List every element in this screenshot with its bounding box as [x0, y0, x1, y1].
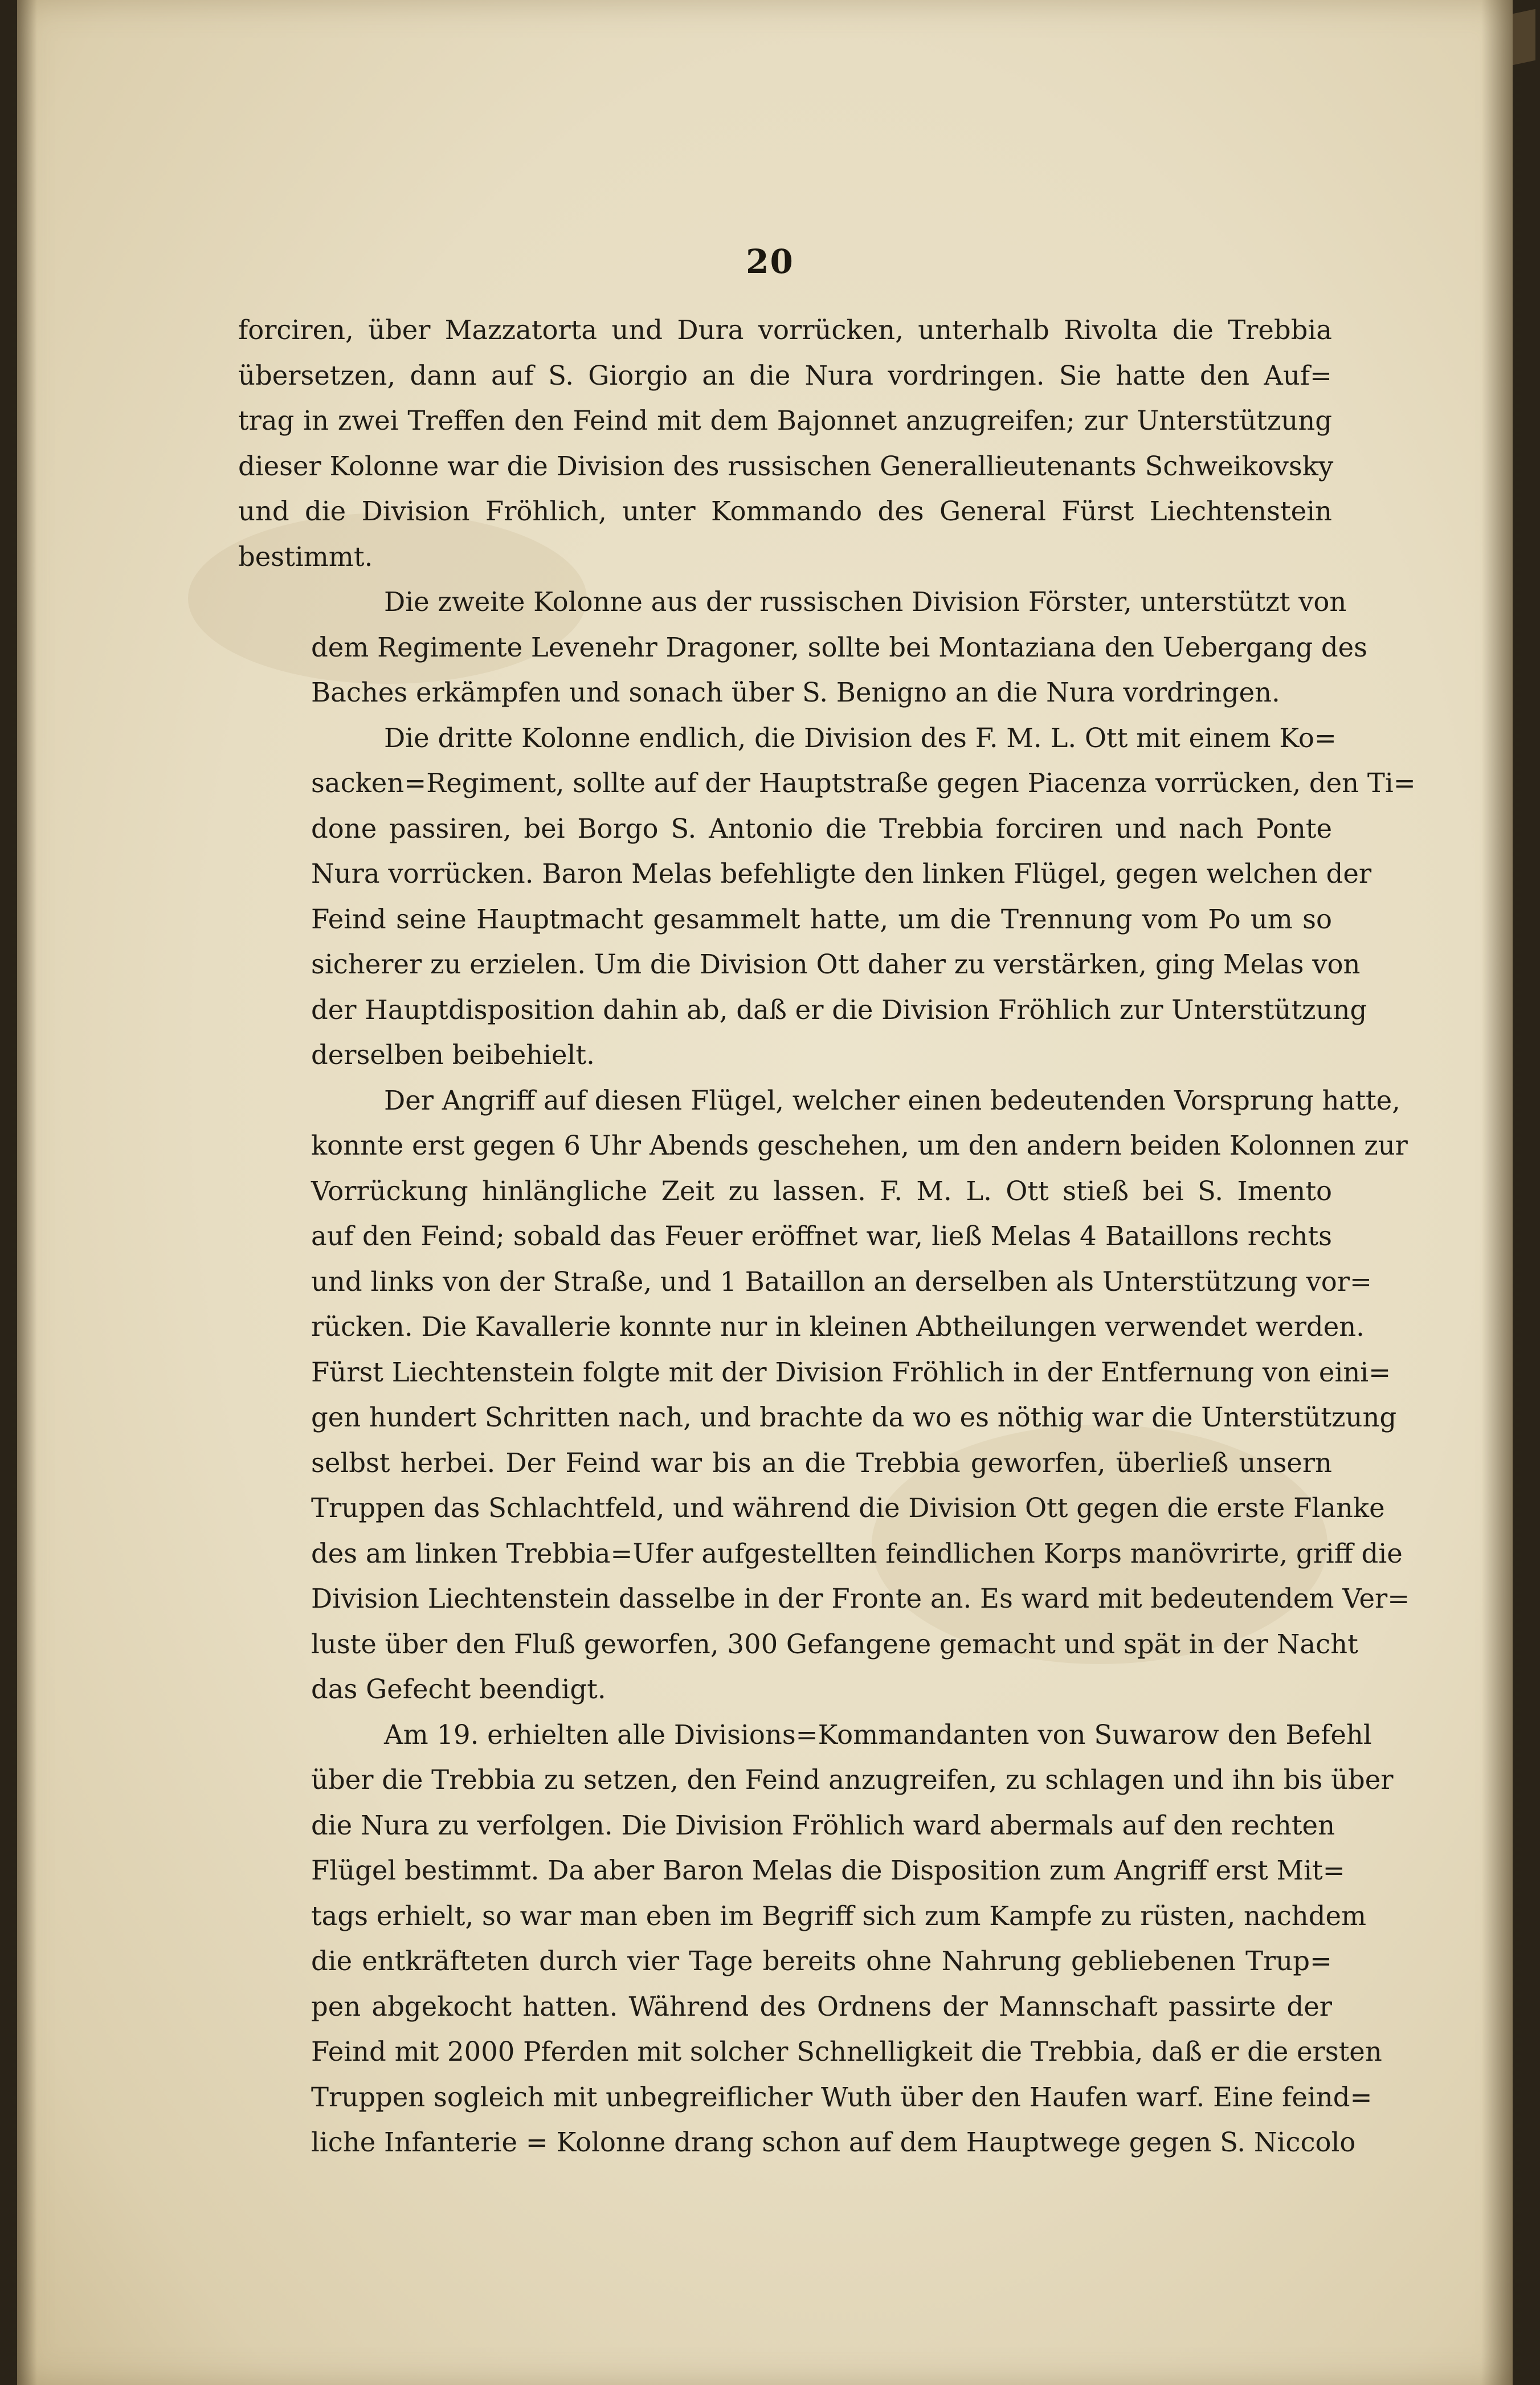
text-line: sicherer zu erzielen. Um die Division Ott daher zu verstärken, ging Melas von: [311, 949, 1361, 980]
paragraph: [238, 308, 1332, 580]
text-line: Truppen sogleich mit unbegreiflicher Wuth über den Haufen warf. Eine feind=: [311, 2081, 1372, 2113]
text-line: forciren, über Mazzatorta und Dura vorrücken, unterhalb Rivolta die Trebbia: [238, 315, 1332, 345]
page-text-body: [238, 308, 1416, 2166]
text-line: Feind seine Hauptmacht gesammelt hatte, um die Trennung vom Po um so: [311, 903, 1332, 935]
text-line: derselben beibehielt.: [311, 1039, 595, 1070]
text-line: dieser Kolonne war die Division des russischen Generallieutenants Schweikovsky: [238, 450, 1334, 482]
text-line: sacken=Regiment, sollte auf der Hauptstraße gegen Piacenza vorrücken, den Ti=: [311, 768, 1416, 798]
paragraph: [238, 716, 1416, 1078]
paragraph: [238, 1713, 1394, 2166]
text-line: die entkräfteten durch vier Tage bereits ohne Nahrung gebliebenen Trup=: [311, 1946, 1332, 1976]
text-line: done passiren, bei Borgo S. Antonio die Trebbia forciren und nach Ponte: [311, 813, 1332, 844]
page-corner-mark: [1513, 9, 1535, 66]
text-line: Baches erkämpfen und sonach über S. Benigno an die Nura vordringen.: [311, 677, 1280, 708]
text-line: und die Division Fröhlich, unter Kommando des General Fürst Liechtenstein: [238, 496, 1332, 527]
text-line: Fürst Liechtenstein folgte mit der Division Fröhlich in der Entfernung von eini=: [311, 1356, 1391, 1388]
text-line: auf den Feind; sobald das Feuer eröffnet war, ließ Melas 4 Bataillons rechts: [311, 1221, 1332, 1251]
text-line: selbst herbei. Der Feind war bis an die Trebbia geworfen, überließ unsern: [311, 1447, 1332, 1478]
text-line: Nura vorrücken. Baron Melas befehligte den linken Flügel, gegen welchen der: [311, 858, 1372, 889]
text-line: des am linken Trebbia=Ufer aufgestellten feindlichen Korps manövrirte, griff die: [311, 1538, 1403, 1569]
text-line: Feind mit 2000 Pferden mit solcher Schnelligkeit die Trebbia, daß er die ersten: [311, 2036, 1382, 2067]
page-number: 20: [746, 242, 794, 281]
text-line: tags erhielt, so war man eben im Begriff sich zum Kampfe zu rüsten, nachdem: [311, 1900, 1367, 1931]
text-line: Truppen das Schlachtfeld, und während die Division Ott gegen die erste Flanke: [311, 1493, 1385, 1523]
text-line: konnte erst gegen 6 Uhr Abends geschehen, um den andern beiden Kolonnen zur: [311, 1130, 1408, 1161]
text-line: bestimmt.: [238, 541, 373, 572]
text-line: dem Regimente Levenehr Dragoner, sollte bei Montaziana den Uebergang des: [311, 631, 1368, 663]
text-line: der Hauptdisposition dahin ab, daß er die Division Fröhlich zur Unterstützung: [311, 994, 1367, 1025]
text-line: über die Trebbia zu setzen, den Feind anzugreifen, zu schlagen und ihn bis über: [311, 1764, 1394, 1795]
text-line: Die zweite Kolonne aus der russischen Division Förster, unterstützt von: [384, 586, 1347, 617]
paragraph: [238, 1078, 1410, 1713]
text-line: Vorrückung hinlängliche Zeit zu lassen. F. M. L. Ott stieß bei S. Imento: [311, 1175, 1332, 1206]
page-edge-right: [1481, 0, 1513, 2385]
text-line: Die dritte Kolonne endlich, die Division des F. M. L. Ott mit einem Ko=: [384, 722, 1337, 753]
text-line: und links von der Straße, und 1 Bataillon an derselben als Unterstützung vor=: [311, 1266, 1372, 1297]
text-line: trag in zwei Treffen den Feind mit dem Bajonnet anzugreifen; zur Unterstützung: [238, 405, 1332, 436]
page-edge-left: [17, 0, 37, 2385]
paragraph: [238, 580, 1368, 716]
text-line: pen abgekocht hatten. Während des Ordnens der Mannschaft passirte der: [311, 1991, 1332, 2022]
text-line: die Nura zu verfolgen. Die Division Fröhlich ward abermals auf den rechten: [311, 1809, 1335, 1841]
text-line: luste über den Fluß geworfen, 300 Gefangene gemacht und spät in der Nacht: [311, 1628, 1358, 1660]
text-line: übersetzen, dann auf S. Giorgio an die Nura vordringen. Sie hatte den Auf=: [238, 360, 1332, 391]
text-line: das Gefecht beendigt.: [311, 1674, 606, 1705]
text-line: gen hundert Schritten nach, und brachte da wo es nöthig war die Unterstützung: [311, 1402, 1397, 1433]
text-line: Division Liechtenstein dasselbe in der Fronte an. Es ward mit bedeutendem Ver=: [311, 1583, 1410, 1614]
text-line: liche Infanterie = Kolonne drang schon auf dem Hauptwege gegen S. Niccolo: [311, 2127, 1356, 2158]
text-line: Flügel bestimmt. Da aber Baron Melas die Disposition zum Angriff erst Mit=: [311, 1855, 1345, 1886]
text-line: Am 19. erhielten alle Divisions=Kommandanten von Suwarow den Befehl: [384, 1719, 1372, 1750]
text-line: rücken. Die Kavallerie konnte nur in kleinen Abtheilungen verwendet werden.: [311, 1311, 1365, 1342]
text-line: Der Angriff auf diesen Flügel, welcher einen bedeutenden Vorsprung hatte,: [384, 1085, 1400, 1116]
